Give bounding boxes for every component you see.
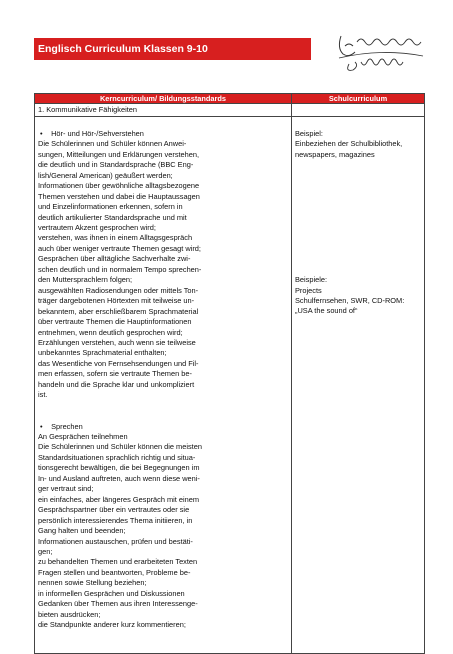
heading-hoerverstehen: Hör- und Hör-/Sehverstehen	[51, 128, 144, 138]
text-line: In- und Ausland auftreten, auch wenn diese weni-	[38, 473, 200, 483]
page-title-bar	[34, 38, 311, 60]
table-header-row	[35, 94, 425, 104]
text-line: Die Schülerinnen und Schüler können Anwei-	[38, 139, 187, 149]
text-line: persönlich interessierendes Thema initiieren, in	[38, 515, 193, 525]
text-line: nennen sowie Stellung beziehen;	[38, 578, 147, 588]
text-line: ger vertraut sind;	[38, 484, 94, 494]
text-line: Beispiele:	[295, 275, 328, 285]
text-line: newspapers, magazines	[295, 149, 375, 159]
text-line: Erzählungen verstehen, auch wenn sie teilweise	[38, 337, 196, 347]
text-line: tionsgerecht bewältigen, die bei Begegnungen im	[38, 463, 200, 473]
text-line: An Gesprächen teilnehmen	[38, 432, 128, 441]
column-header-schulcurriculum: Schulcurriculum	[292, 94, 425, 104]
curriculum-table	[34, 93, 425, 654]
section-title: 1. Kommunikative Fähigkeiten	[35, 104, 292, 117]
text-line: Informationen austauschen, prüfen und bestäti-	[38, 536, 193, 546]
text-line: gen;	[38, 546, 53, 556]
school-logo	[335, 28, 427, 74]
text-line: schen deutlich und in normalem Tempo sprechen-	[38, 264, 202, 274]
section-row	[35, 104, 425, 117]
text-line: Schulfernsehen, SWR, CD-ROM:	[295, 295, 405, 305]
example-block-projects	[295, 275, 421, 317]
text-line: den Muttersprachlern folgen;	[38, 275, 133, 285]
text-line: unbekanntes Sprachmaterial enthalten;	[38, 348, 167, 358]
text-line: Gesprächspartner über ein vertrautes oder sie	[38, 505, 190, 515]
text-line: Gesprächen über alltägliche Sachverhalte zwi-	[38, 254, 191, 264]
column-header-kerncurriculum: Kerncurriculum/ Bildungsstandards	[35, 94, 292, 104]
text-line: vertrautem Akzent gesprochen wird;	[38, 222, 156, 232]
text-line: Gedanken über Themen aus ihren Interessenge-	[38, 599, 198, 609]
text-line: zu behandelten Themen und erarbeiteten Texten	[38, 557, 198, 567]
text-line: die Standpunkte anderer kurz kommentieren;	[38, 620, 186, 630]
text-line: handeln und die Sprache klar und unkompliziert	[38, 379, 195, 389]
text-line: ausgewählten Radiosendungen oder mittels Ton-	[38, 285, 199, 295]
content-row	[35, 117, 425, 654]
list-item-heading	[38, 422, 288, 432]
text-line: Gang halten und beenden;	[38, 526, 126, 536]
text-line: auch über weniger vertraute Themen gesagt wird;	[38, 243, 201, 253]
text-line: entnehmen, wenn deutlich gesprochen wird;	[38, 327, 183, 337]
text-line: träger dargebotenen Hörtexten mit teilweise un-	[38, 296, 195, 306]
text-line: in informellen Gesprächen und Diskussionen	[38, 588, 185, 598]
text-line: Beispiel:	[295, 128, 323, 138]
text-line: Die Schülerinnen und Schüler können die meisten	[38, 442, 202, 452]
text-line: deutlich artikulierter Standardsprache und mit	[38, 212, 187, 222]
text-line: sungen, Mitteilungen und Erklärungen verstehen,	[38, 149, 200, 159]
school-logo-icon	[335, 28, 427, 74]
text-line: das Wesentliche von Fernsehsendungen und Fil-	[38, 358, 199, 368]
section-title-right	[292, 104, 425, 117]
example-block-library	[295, 129, 421, 160]
text-line: verstehen, was ihnen in einem Alltagsgespräch	[38, 233, 193, 243]
page-title: Englisch Curriculum Klassen 9-10	[38, 43, 208, 55]
text-line: Standardsituationen sprachlich richtig und situa-	[38, 452, 196, 462]
text-line: Themen verstehen und dabei die Hauptaussagen	[38, 191, 200, 201]
text-line: Informationen über gewöhnliche alltagsbezogene	[38, 181, 200, 191]
bullet-icon: •	[40, 421, 43, 431]
list-item-heading	[38, 129, 288, 139]
text-line: über vertraute Themen die Hauptinformationen	[38, 317, 192, 327]
heading-sprechen: Sprechen	[51, 421, 83, 431]
text-line: die deutlich und in Standardsprache (BBC Eng-	[38, 160, 194, 170]
text-line: „USA the sound of“	[295, 306, 358, 316]
text-line: Einbeziehen der Schulbibliothek,	[295, 139, 403, 149]
schulcurriculum-cell	[292, 117, 425, 654]
text-line: Projects	[295, 285, 322, 295]
kerncurriculum-cell	[35, 117, 292, 654]
text-line: und Einzelinformationen erkennen, sofern in	[38, 202, 183, 212]
text-line: Fragen stellen und beantworten, Probleme be-	[38, 567, 191, 577]
bullet-icon: •	[40, 128, 43, 138]
text-line: lish/General American) geäußert werden;	[38, 170, 173, 180]
text-line: bieten ausdrücken;	[38, 609, 101, 619]
text-line: bekanntem, aber erschließbarem Sprachmaterial	[38, 306, 199, 316]
text-line: men erfassen, sofern sie vertraute Themen be-	[38, 369, 192, 379]
text-line: ist.	[38, 390, 48, 400]
text-line: ein einfaches, aber längeres Gespräch mit einem	[38, 494, 200, 504]
